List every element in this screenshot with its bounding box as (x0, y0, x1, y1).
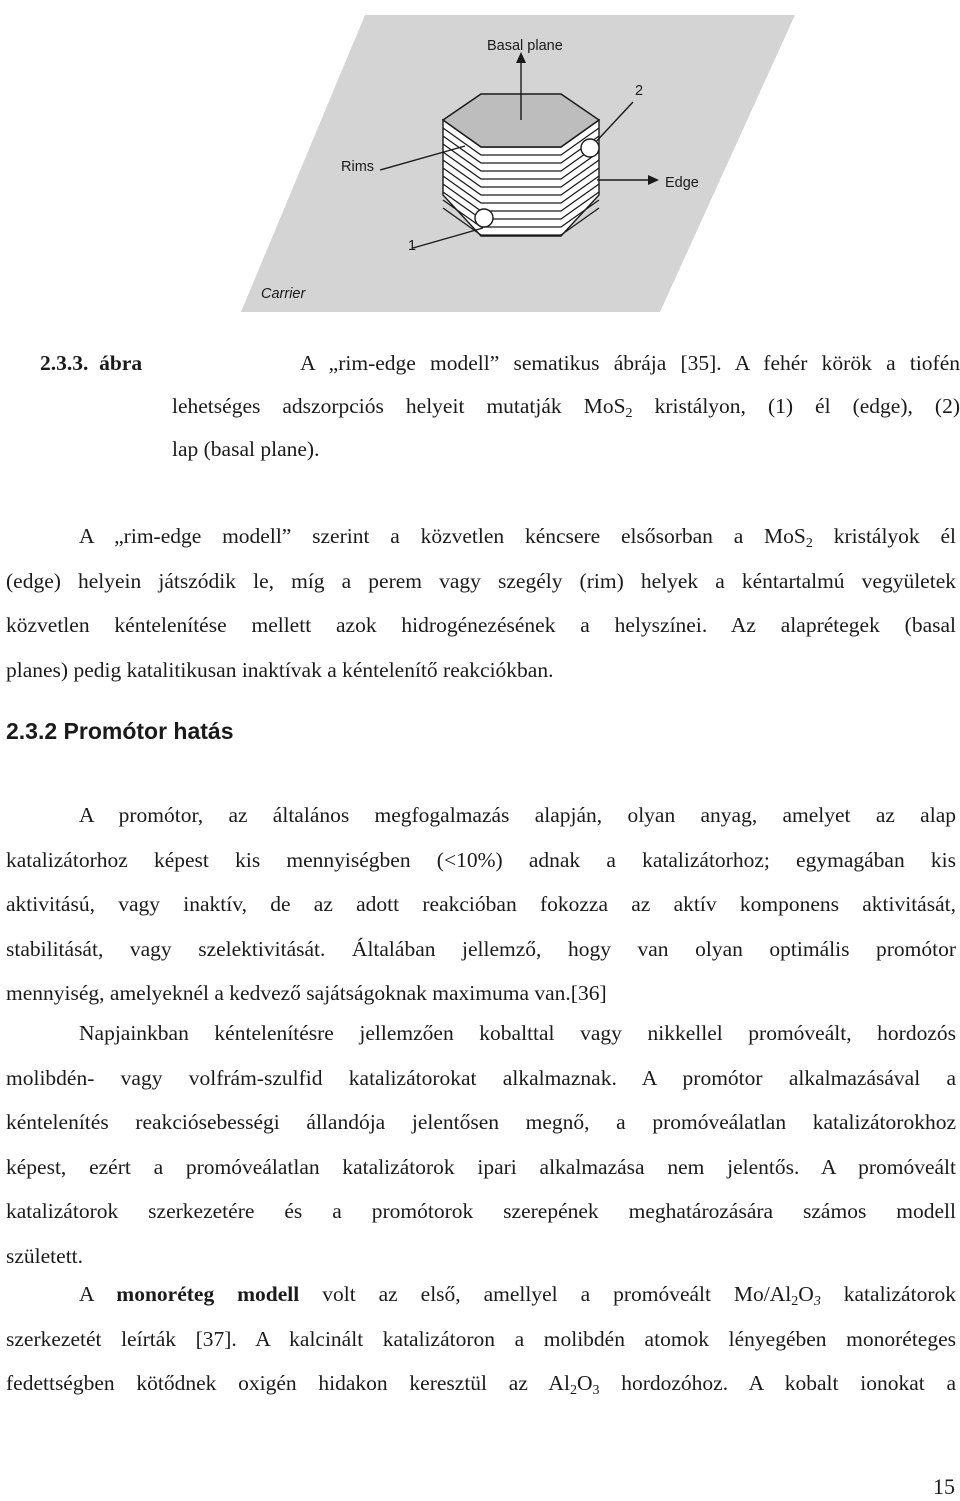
site-2-label: 2 (635, 83, 644, 99)
text-line: A monoréteg modell volt az első, amellyel a promóveált $Mo/Al_2O_3$ katalizátorok (79, 1282, 956, 1309)
page-number: 15 (933, 1474, 955, 1499)
edge-label: Edge (665, 175, 699, 191)
section-heading: 2.3.2 Promótor hatás (6, 718, 234, 744)
rim-edge-model-figure (225, 10, 800, 320)
caption-line: lap (basal plane). (172, 437, 320, 461)
text-line: aktivitású, vagy inaktív, de az adott reakcióban fokozza az aktív komponens aktivitását, (6, 892, 956, 916)
paragraph-promoted-catalysts (6, 1011, 956, 1278)
paragraph-monolayer-model (6, 1272, 956, 1406)
text-line: (edge) helyein játszódik le, míg a perem vagy szegély (rim) helyek a kéntartalmú vegyületek (6, 568, 956, 593)
text-line: molibdén- vagy volfrám-szulfid katalizátorokat alkalmaznak. A promótor alkalmazásával a (6, 1065, 956, 1090)
text-line: stabilitását, vagy szelektivitását. Általában jellemző, hogy van olyan optimális promótor (6, 936, 956, 961)
caption-line: A „rim-edge modell” sematikus ábrája [35]. A fehér körök a tiofén (300, 351, 960, 375)
rims-label: Rims (341, 159, 375, 175)
site-1-label: 1 (408, 238, 417, 254)
adsorption-site-2-circle (581, 139, 599, 157)
paragraph-rim-edge (6, 514, 956, 692)
text-line: mennyiség, amelyeknél a kedvező sajátságoknak maximuma van.[36] (6, 981, 607, 1005)
carrier-label: Carrier (261, 286, 306, 302)
text-line: A „rim-edge modell” szerint a közvetlen kéncsere elsősorban a MoS$_2$ kristályok él (79, 524, 956, 551)
caption-text (172, 342, 960, 471)
text-line: katalizátorok szerkezetére és a promótorok szerepének meghatározására számos modell (6, 1199, 956, 1223)
figure-caption (40, 342, 960, 471)
caption-line: lehetséges adszorpciós helyeit mutatják MoS$_2$ kristályon, (1) él (edge), (2) (172, 394, 960, 421)
paragraph-promoter-definition (6, 793, 956, 1016)
text-line: szerkezetét leírták [37]. A kalcinált katalizátoron a molibdén atomok lényegében monoréteges (6, 1326, 956, 1351)
text-line: kéntelenítés reakciósebességi állandója jelentősen megnő, a promóveálatlan katalizátorokhoz (6, 1110, 956, 1134)
text-line: képest, ezért a promóveálatlan katalizátorok ipari alkalmazása nem jelentős. A promóveált (6, 1154, 956, 1179)
text-line: planes) pedig katalitikusan inaktívak a kéntelenítő reakciókban. (6, 657, 554, 682)
text-line: katalizátorhoz képest kis mennyiségben (<10%) adnak a katalizátorhoz; egymagában kis (6, 847, 956, 872)
text-line: A promótor, az általános megfogalmazás alapján, olyan anyag, amelyet az alap (79, 803, 956, 827)
text-line: Napjainkban kéntelenítésre jellemzően kobalttal vagy nikkellel promóveált, hordozós (79, 1021, 956, 1045)
adsorption-site-1-circle (475, 209, 493, 227)
text-line: fedettségben kötődnek oxigén hidakon keresztül az $Al_2O_3$ hordozóhoz. A kobalt ionokat a (6, 1371, 957, 1398)
basal-plane-label: Basal plane (487, 38, 563, 54)
figure-number: 2.3.3. ábra (40, 351, 143, 375)
text-line: született. (6, 1243, 84, 1268)
text-line: közvetlen kéntelenítése mellett azok hidrogénezésének a helyszínei. Az alaprétegek (basal (6, 613, 956, 637)
